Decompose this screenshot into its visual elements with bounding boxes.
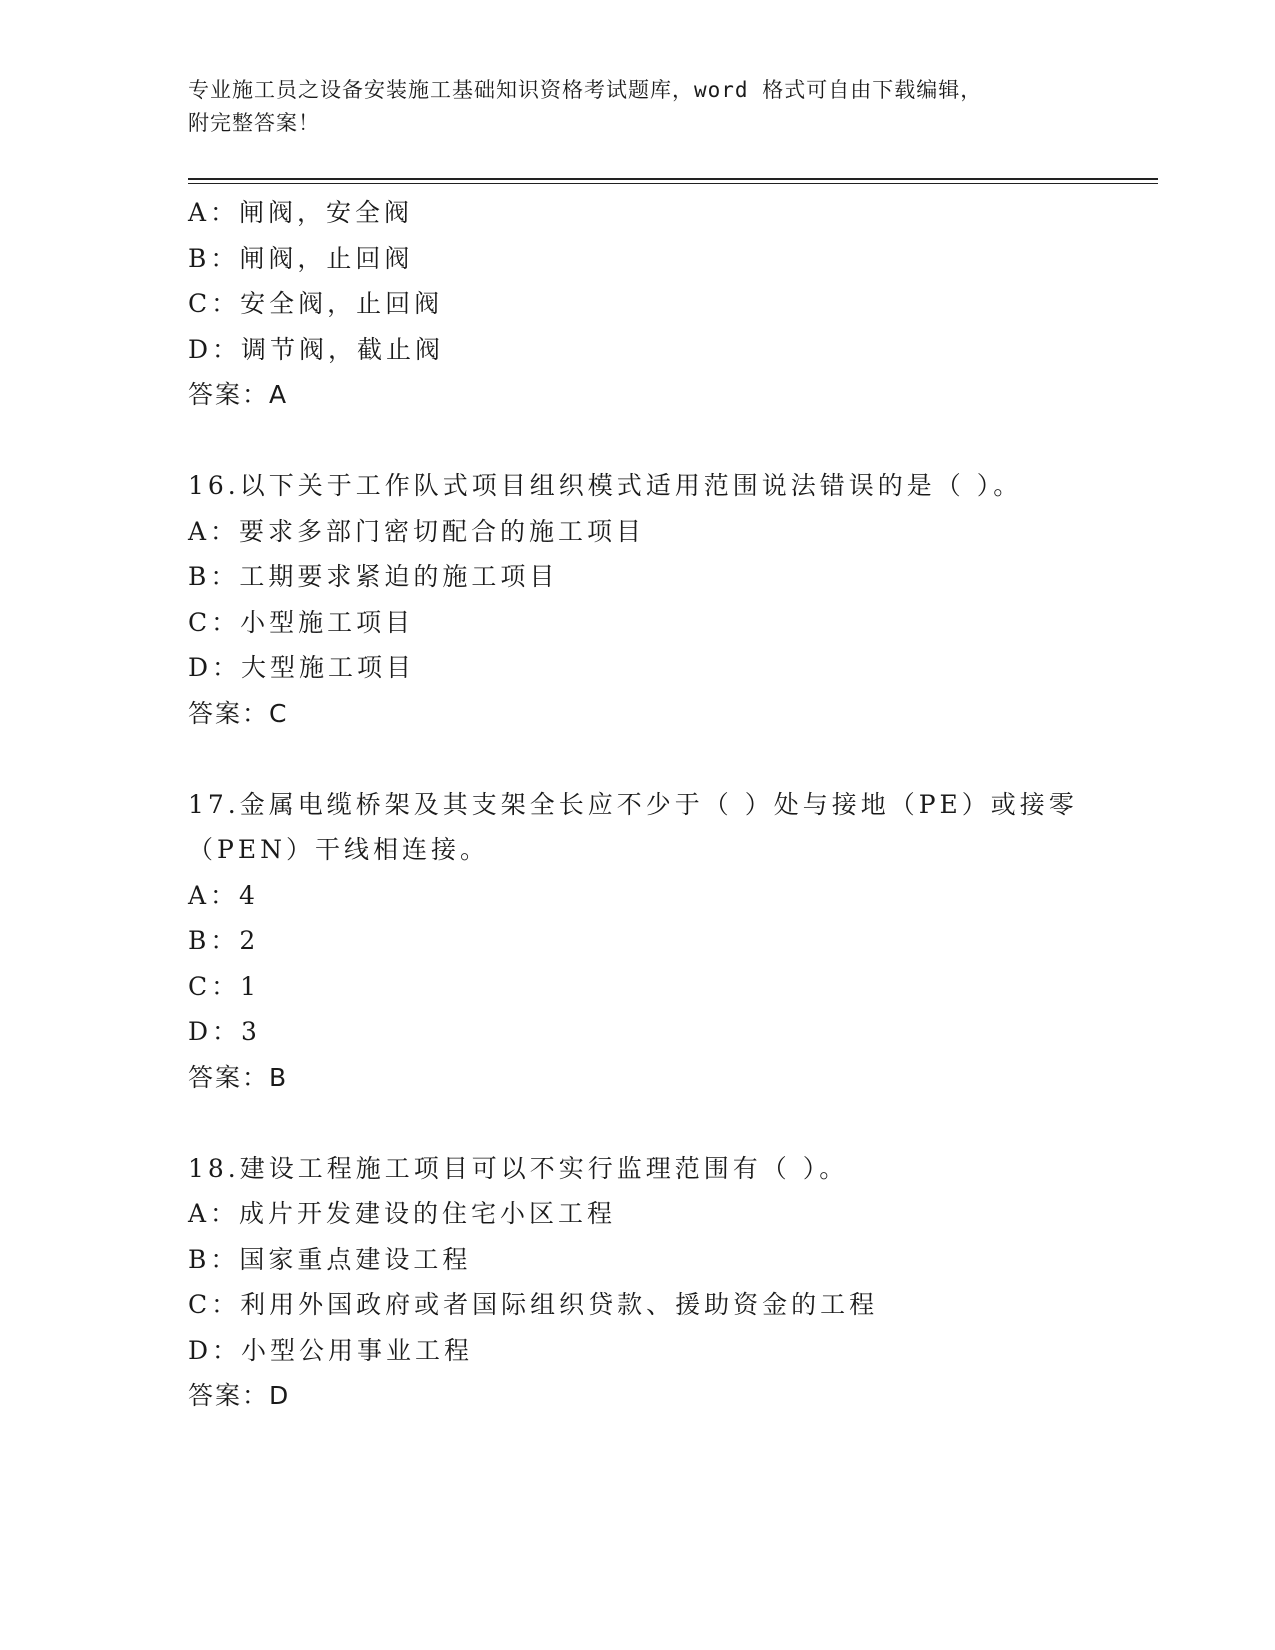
option-d: D：3 [188,1017,261,1046]
option-d: D：小型公用事业工程 [188,1335,474,1365]
answer-line: 答案：D [188,1381,291,1410]
option-d: D：调节阀，截止阀 [188,334,445,364]
spacer [188,1100,1158,1146]
question-block-15 [188,190,1158,418]
option-b: B：闸阀，止回阀 [188,243,414,273]
header-line-1: 专业施工员之设备安装施工基础知识资格考试题库，word 格式可自由下载编辑， [188,78,983,102]
option-c: C：1 [188,971,261,1001]
header-divider-thick [188,178,1158,180]
option-a: A：闸阀，安全阀 [188,198,414,227]
question-block-18 [188,1146,1158,1419]
option-a: A：成片开发建设的住宅小区工程 [188,1199,617,1228]
question-stem-continuation: （PEN）干线相连接。 [188,835,489,864]
answer-line: 答案：C [188,698,289,728]
option-b: B：2 [188,926,260,955]
option-c: C：安全阀，止回阀 [188,289,444,318]
header-divider-thin [188,183,1158,184]
question-stem: 16.以下关于工作队式项目组织模式适用范围说法错误的是（ ）。 [188,471,1023,500]
question-block-17 [188,782,1158,1101]
option-b: B：工期要求紧迫的施工项目 [188,562,559,591]
spacer [188,418,1158,464]
page-header [188,74,1088,140]
question-stem: 18.建设工程施工项目可以不实行监理范围有（ ）。 [188,1153,849,1183]
header-line-2: 附完整答案！ [188,111,320,135]
question-list [188,190,1158,1419]
option-a: A：4 [188,880,259,910]
option-c: C：小型施工项目 [188,607,415,637]
question-block-16 [188,463,1158,736]
answer-line: 答案：A [188,380,289,409]
question-stem: 17.金属电缆桥架及其支架全长应不少于（ ）处与接地（PE）或接零 [188,789,1078,819]
option-b: B：国家重点建设工程 [188,1244,472,1274]
answer-line: 答案：B [188,1062,289,1092]
option-c: C：利用外国政府或者国际组织贷款、援助资金的工程 [188,1290,879,1319]
option-a: A：要求多部门密切配合的施工项目 [188,516,646,546]
spacer [188,736,1158,782]
option-d: D：大型施工项目 [188,653,416,682]
